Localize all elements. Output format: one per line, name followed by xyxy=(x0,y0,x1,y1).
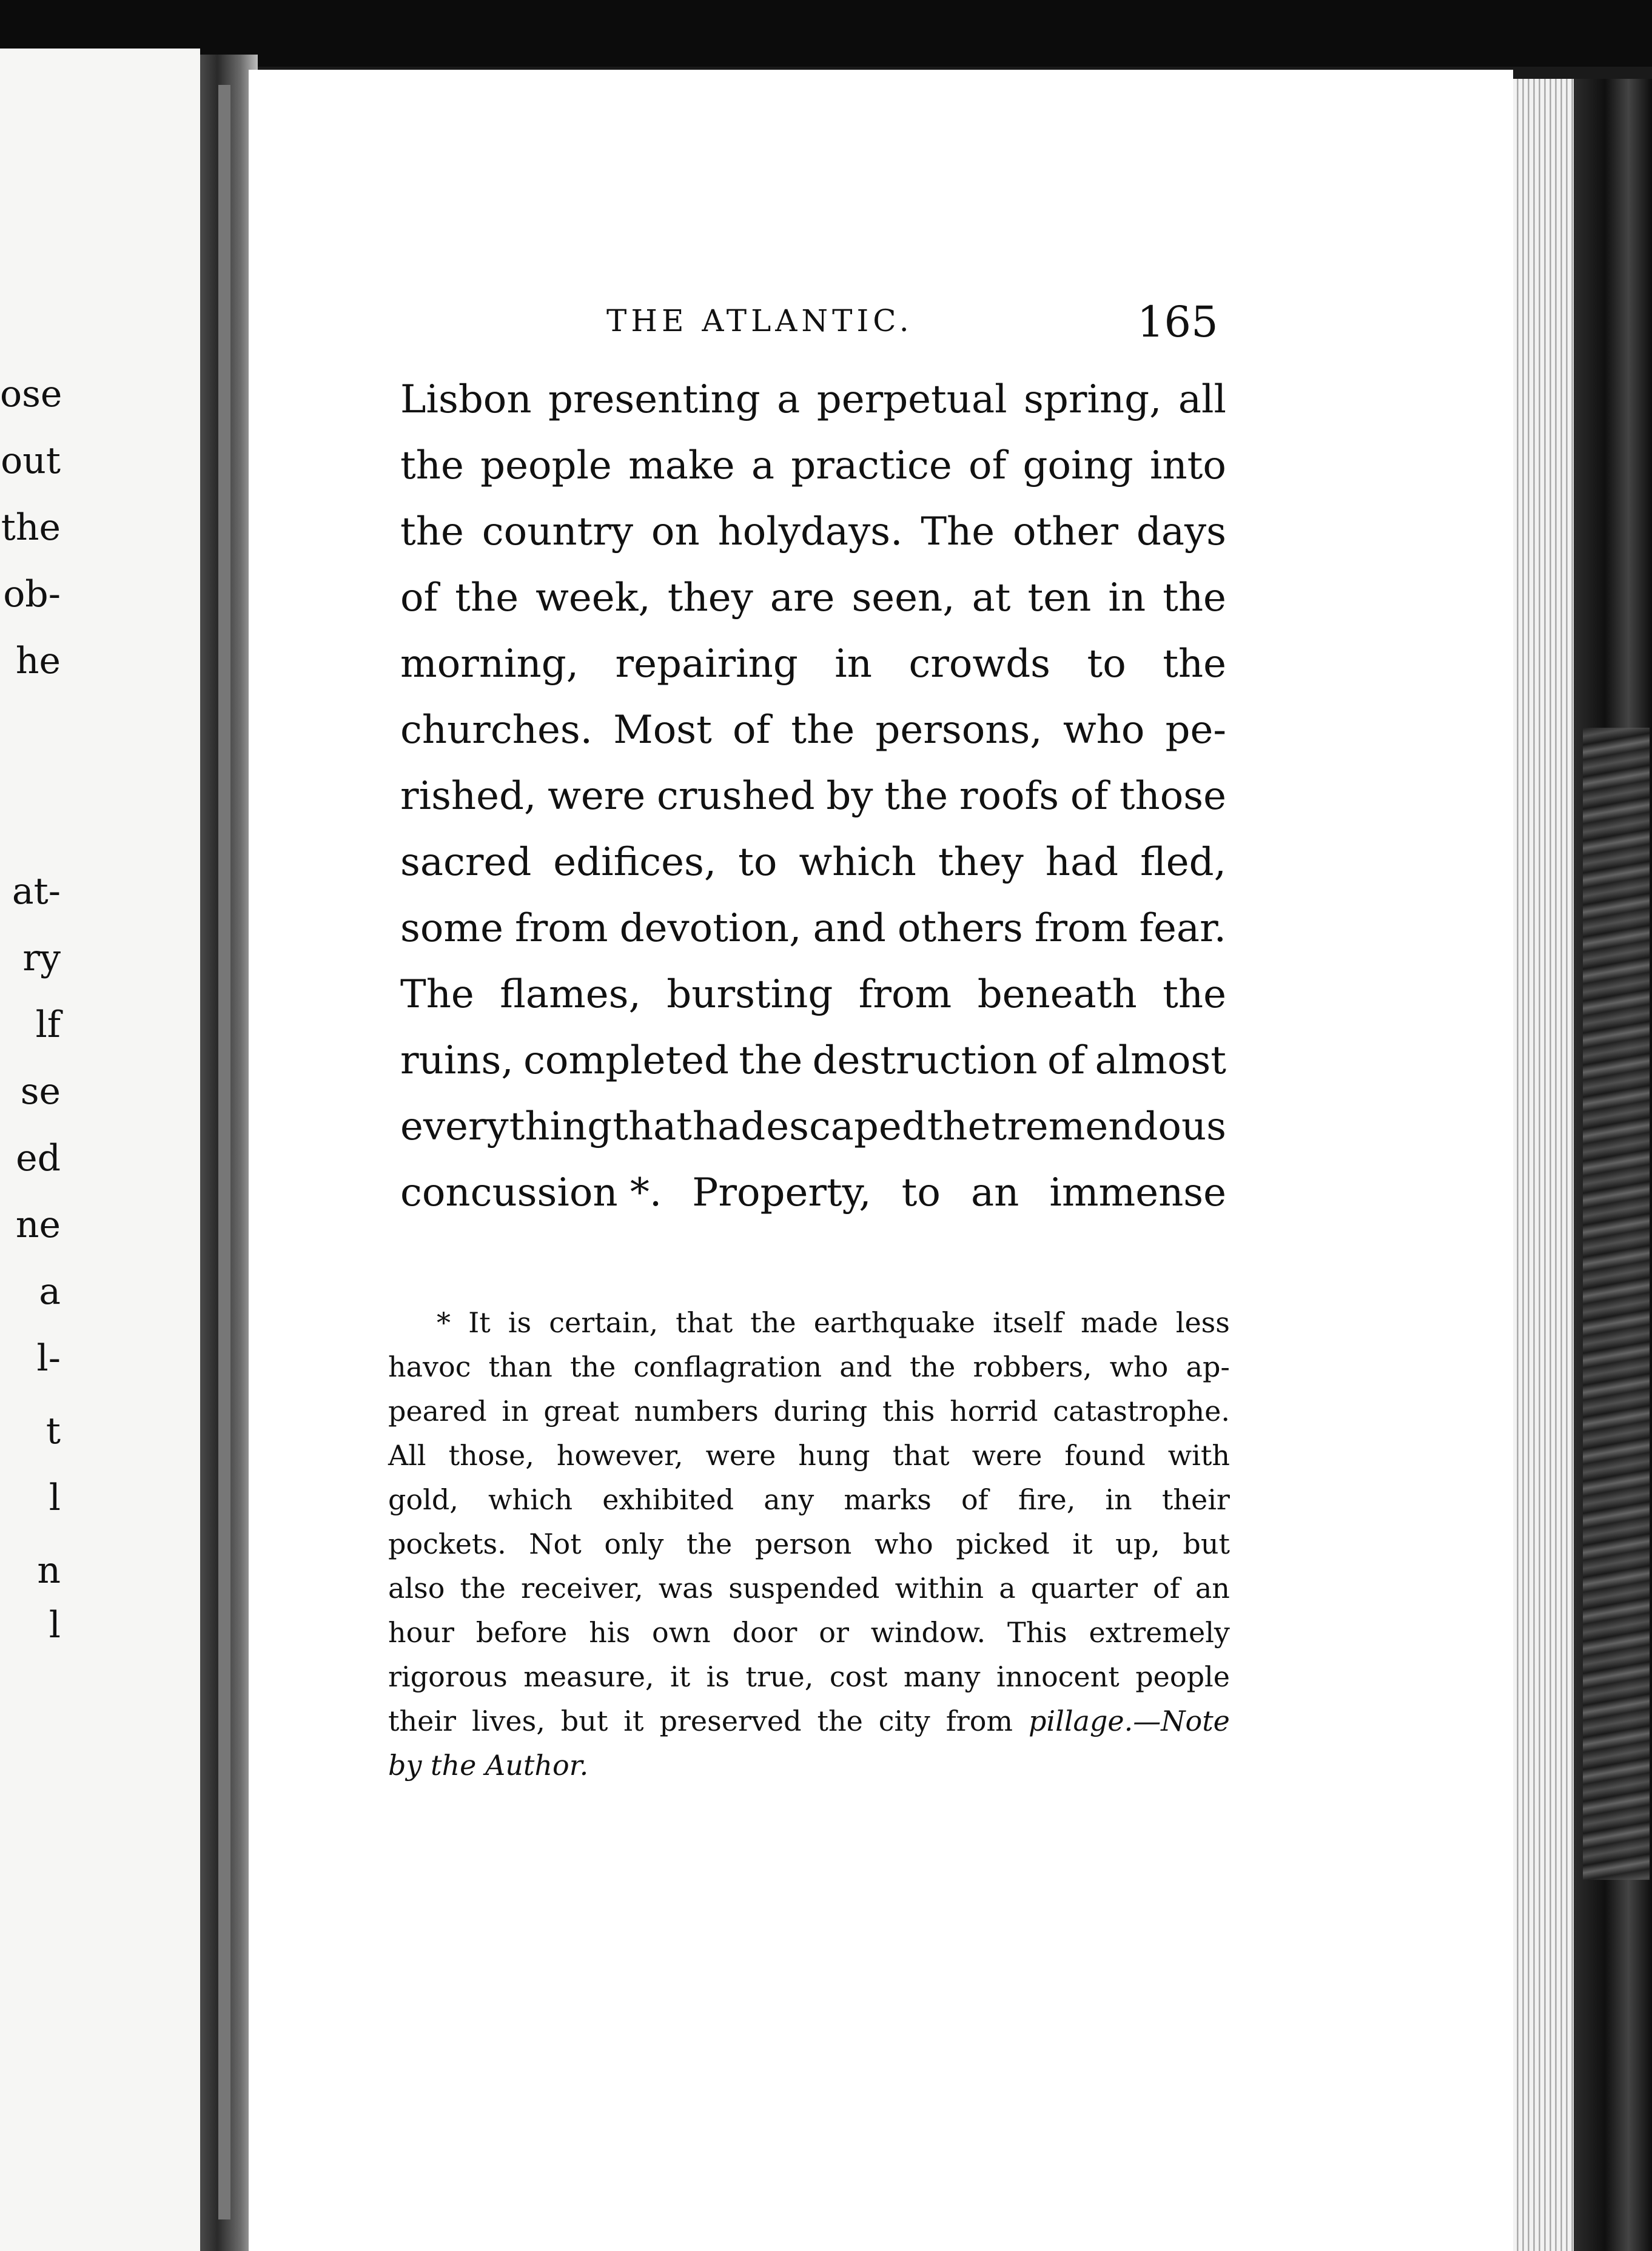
body-line xyxy=(400,763,1226,830)
left-page-fragment: a xyxy=(39,1270,61,1313)
word: to xyxy=(738,840,777,885)
word: many xyxy=(903,1660,981,1693)
left-page-fragment: out xyxy=(1,440,61,482)
word: the xyxy=(1163,642,1226,686)
word: from xyxy=(858,972,952,1017)
body-line xyxy=(400,896,1226,962)
word: it xyxy=(670,1660,691,1693)
word: lives, xyxy=(471,1705,545,1737)
word: this xyxy=(882,1395,935,1427)
word: extremely xyxy=(1089,1616,1230,1649)
word: This xyxy=(1007,1616,1067,1649)
word: country xyxy=(482,509,633,554)
word: person xyxy=(754,1528,852,1560)
body-line xyxy=(400,962,1226,1028)
word: that xyxy=(676,1306,733,1339)
word: edifices, xyxy=(553,840,717,885)
left-page-fragment: n xyxy=(37,1549,61,1592)
word: true, xyxy=(745,1660,814,1693)
word: the xyxy=(791,708,855,753)
word: in xyxy=(502,1395,529,1427)
word: in xyxy=(834,642,872,686)
left-page-fragment: he xyxy=(15,640,61,682)
word: tremendous xyxy=(991,1104,1226,1149)
page-number: 165 xyxy=(1137,297,1218,347)
word: their xyxy=(1161,1483,1230,1516)
gutter-shade xyxy=(218,85,230,2219)
word: were xyxy=(972,1439,1043,1472)
left-page-fragment: the xyxy=(1,506,61,549)
word: pillage.—Note xyxy=(1028,1705,1230,1737)
word: from xyxy=(1034,906,1128,951)
word: of xyxy=(1047,1038,1086,1083)
word: the xyxy=(686,1528,733,1560)
word: * xyxy=(437,1306,451,1339)
word: are xyxy=(770,575,835,620)
left-page-fragment: ed xyxy=(16,1137,61,1179)
word: but xyxy=(560,1705,608,1737)
body-line xyxy=(400,433,1226,499)
word: but xyxy=(1183,1528,1230,1560)
word: was xyxy=(658,1572,714,1605)
word: suspended xyxy=(728,1572,880,1605)
word: the xyxy=(739,1038,803,1083)
word: havoc xyxy=(388,1350,471,1383)
word: less xyxy=(1175,1306,1230,1339)
word: persons, xyxy=(875,708,1043,753)
word: make xyxy=(628,443,735,488)
word: picked xyxy=(956,1528,1050,1560)
word: is xyxy=(508,1306,532,1339)
word: it xyxy=(623,1705,644,1737)
word: who xyxy=(875,1528,933,1560)
word: measure, xyxy=(523,1660,654,1693)
left-page-fragment: ne xyxy=(15,1204,61,1246)
word: to xyxy=(901,1170,941,1215)
word: made xyxy=(1080,1306,1158,1339)
word: itself xyxy=(993,1306,1063,1339)
word: cost xyxy=(829,1660,888,1693)
word: were xyxy=(548,774,646,819)
word: thing xyxy=(509,1104,613,1149)
word: the xyxy=(750,1306,796,1339)
word: innocent xyxy=(996,1660,1120,1693)
word: also xyxy=(388,1572,445,1605)
word: sacred xyxy=(400,840,532,885)
word: who xyxy=(1109,1350,1169,1383)
marbled-endpaper xyxy=(1583,728,1650,1880)
body-line xyxy=(400,697,1226,763)
word: catastrophe. xyxy=(1053,1395,1230,1427)
footnote-line xyxy=(388,1478,1230,1522)
word: the xyxy=(400,443,464,488)
word: Lisbon xyxy=(400,377,532,422)
word: quarter xyxy=(1030,1572,1138,1605)
word: the xyxy=(460,1572,506,1605)
body-line xyxy=(400,1094,1226,1160)
word: within xyxy=(895,1572,984,1605)
word: preserved xyxy=(659,1705,802,1737)
word: a xyxy=(777,377,801,422)
word: earthquake xyxy=(813,1306,976,1339)
body-line xyxy=(400,1028,1226,1094)
word: ap- xyxy=(1186,1350,1230,1383)
word: they xyxy=(667,575,753,620)
word: which xyxy=(488,1483,573,1516)
word: great xyxy=(543,1395,619,1427)
word: peared xyxy=(388,1395,487,1427)
word: had xyxy=(1045,840,1119,885)
body-line xyxy=(400,367,1226,433)
word: of xyxy=(969,443,1007,488)
word: practice xyxy=(791,443,952,488)
footnote-attribution: by the Author. xyxy=(388,1749,589,1782)
word: is xyxy=(706,1660,730,1693)
word: crowds xyxy=(908,642,1050,686)
left-page-fragment: l xyxy=(49,1604,61,1646)
word: immense xyxy=(1049,1170,1226,1215)
footnote-line xyxy=(388,1611,1230,1655)
word: own xyxy=(652,1616,711,1649)
word: fear. xyxy=(1139,906,1226,951)
left-page-fragment: ose xyxy=(0,373,62,415)
word: The xyxy=(921,509,995,554)
word: of xyxy=(1153,1572,1180,1605)
word: almost xyxy=(1095,1038,1226,1083)
word: of xyxy=(733,708,771,753)
word: the xyxy=(400,509,464,554)
footnote-line xyxy=(388,1389,1230,1434)
word: crushed xyxy=(657,774,815,819)
word: the xyxy=(927,1104,991,1149)
word: pockets. xyxy=(388,1528,506,1560)
word: numbers xyxy=(634,1395,759,1427)
word: an xyxy=(970,1170,1019,1215)
word: during xyxy=(773,1395,868,1427)
word: all xyxy=(1178,377,1226,422)
word: people xyxy=(1135,1660,1230,1693)
footnote-line xyxy=(388,1345,1230,1389)
left-page-fragment: lf xyxy=(35,1004,61,1046)
word: beneath xyxy=(977,972,1137,1017)
body-line xyxy=(400,830,1226,896)
word: hung xyxy=(798,1439,870,1472)
word: days xyxy=(1136,509,1226,554)
word: by xyxy=(826,774,873,819)
word: destruction xyxy=(812,1038,1038,1083)
word: All xyxy=(388,1439,426,1472)
footnote-line xyxy=(388,1301,1230,1345)
word: certain, xyxy=(549,1306,659,1339)
word: holydays. xyxy=(717,509,903,554)
word: in xyxy=(1108,575,1146,620)
word: Not xyxy=(529,1528,582,1560)
word: others xyxy=(897,906,1023,951)
word: devotion, xyxy=(619,906,802,951)
word: only xyxy=(604,1528,664,1560)
word: the xyxy=(1163,575,1226,620)
word: at xyxy=(972,575,1011,620)
word: completed xyxy=(523,1038,729,1083)
left-page-fragment: t xyxy=(45,1410,61,1452)
word: however, xyxy=(556,1439,683,1472)
body-text xyxy=(400,367,1226,1226)
footnote-line xyxy=(388,1655,1230,1699)
word: exhibited xyxy=(602,1483,734,1516)
word: flames, xyxy=(500,972,641,1017)
footnote-line xyxy=(388,1699,1230,1743)
word: were xyxy=(705,1439,776,1472)
word: any xyxy=(764,1483,814,1516)
word: with xyxy=(1167,1439,1230,1472)
left-page-fragment: se xyxy=(20,1070,61,1113)
word: into xyxy=(1149,443,1226,488)
word: those, xyxy=(448,1439,534,1472)
running-title: THE ATLANTIC. xyxy=(606,303,913,338)
word: from xyxy=(515,906,608,951)
word: of xyxy=(400,575,438,620)
word: roofs xyxy=(959,774,1059,819)
word: door xyxy=(732,1616,797,1649)
word: escaped xyxy=(766,1104,927,1149)
word: to xyxy=(1087,642,1126,686)
word: and xyxy=(813,906,886,951)
word: an xyxy=(1195,1572,1230,1605)
word: perpetual xyxy=(816,377,1007,422)
word: fire, xyxy=(1018,1483,1076,1516)
word: concussion *. xyxy=(400,1170,662,1215)
word: some xyxy=(400,906,503,951)
word: the xyxy=(909,1350,956,1383)
word: hour xyxy=(388,1616,454,1649)
word: ten xyxy=(1027,575,1092,620)
word: from xyxy=(945,1705,1013,1737)
word: marks xyxy=(844,1483,932,1516)
footnote-line xyxy=(388,1566,1230,1611)
word: up, xyxy=(1115,1528,1160,1560)
word: horrid xyxy=(950,1395,1038,1427)
word: before xyxy=(475,1616,568,1649)
word: found xyxy=(1064,1439,1146,1472)
word: of xyxy=(1070,774,1109,819)
word: a xyxy=(999,1572,1016,1605)
left-page-fragment: ob- xyxy=(3,573,61,616)
word: had xyxy=(692,1104,766,1149)
word: bursting xyxy=(667,972,833,1017)
footnote-line xyxy=(388,1522,1230,1566)
word: those xyxy=(1119,774,1226,819)
word: robbers, xyxy=(973,1350,1092,1383)
word: rished, xyxy=(400,774,537,819)
word: the xyxy=(1163,972,1226,1017)
word: seen, xyxy=(851,575,955,620)
word: every xyxy=(400,1104,509,1149)
word: a xyxy=(751,443,774,488)
word: the xyxy=(455,575,519,620)
body-line xyxy=(400,565,1226,631)
word: week, xyxy=(536,575,651,620)
word: that xyxy=(613,1104,692,1149)
word: gold, xyxy=(388,1483,458,1516)
word: receiver, xyxy=(520,1572,643,1605)
word: the xyxy=(817,1705,863,1737)
word: it xyxy=(1072,1528,1093,1560)
word: fled, xyxy=(1140,840,1226,885)
word: that xyxy=(892,1439,950,1472)
left-page xyxy=(0,49,200,2251)
word: Most xyxy=(613,708,712,753)
word: repairing xyxy=(615,642,798,686)
word: or xyxy=(819,1616,849,1649)
word: The xyxy=(400,972,474,1017)
word: going xyxy=(1022,443,1133,488)
word: they xyxy=(938,840,1024,885)
word: their xyxy=(388,1705,457,1737)
word: than xyxy=(488,1350,552,1383)
word: ruins, xyxy=(400,1038,514,1083)
word: the xyxy=(570,1350,616,1383)
word: his xyxy=(589,1616,631,1649)
footnote-line xyxy=(388,1434,1230,1478)
word: morning, xyxy=(400,642,579,686)
word: window. xyxy=(870,1616,986,1649)
left-page-fragment: l- xyxy=(36,1337,61,1380)
word: churches. xyxy=(400,708,593,753)
body-line xyxy=(400,1160,1226,1226)
word: on xyxy=(651,509,700,554)
word: other xyxy=(1013,509,1118,554)
word: city xyxy=(878,1705,930,1737)
word: It xyxy=(468,1306,491,1339)
word: who xyxy=(1063,708,1145,753)
word: and xyxy=(839,1350,892,1383)
footnote xyxy=(388,1301,1230,1788)
body-line xyxy=(400,499,1226,565)
word: rigorous xyxy=(388,1660,508,1693)
word: pe- xyxy=(1165,708,1226,753)
left-page-fragment: l xyxy=(49,1477,61,1519)
word: the xyxy=(884,774,949,819)
word: presenting xyxy=(548,377,761,422)
word: Property, xyxy=(692,1170,871,1215)
word: spring, xyxy=(1024,377,1162,422)
word: conflagration xyxy=(633,1350,822,1383)
left-page-fragment: ry xyxy=(22,937,61,979)
body-line xyxy=(400,631,1226,697)
page-edges xyxy=(1513,79,1574,2251)
word: people xyxy=(480,443,612,488)
word: in xyxy=(1105,1483,1132,1516)
word: which xyxy=(799,840,916,885)
left-page-fragment: at- xyxy=(12,870,61,913)
word: of xyxy=(961,1483,989,1516)
